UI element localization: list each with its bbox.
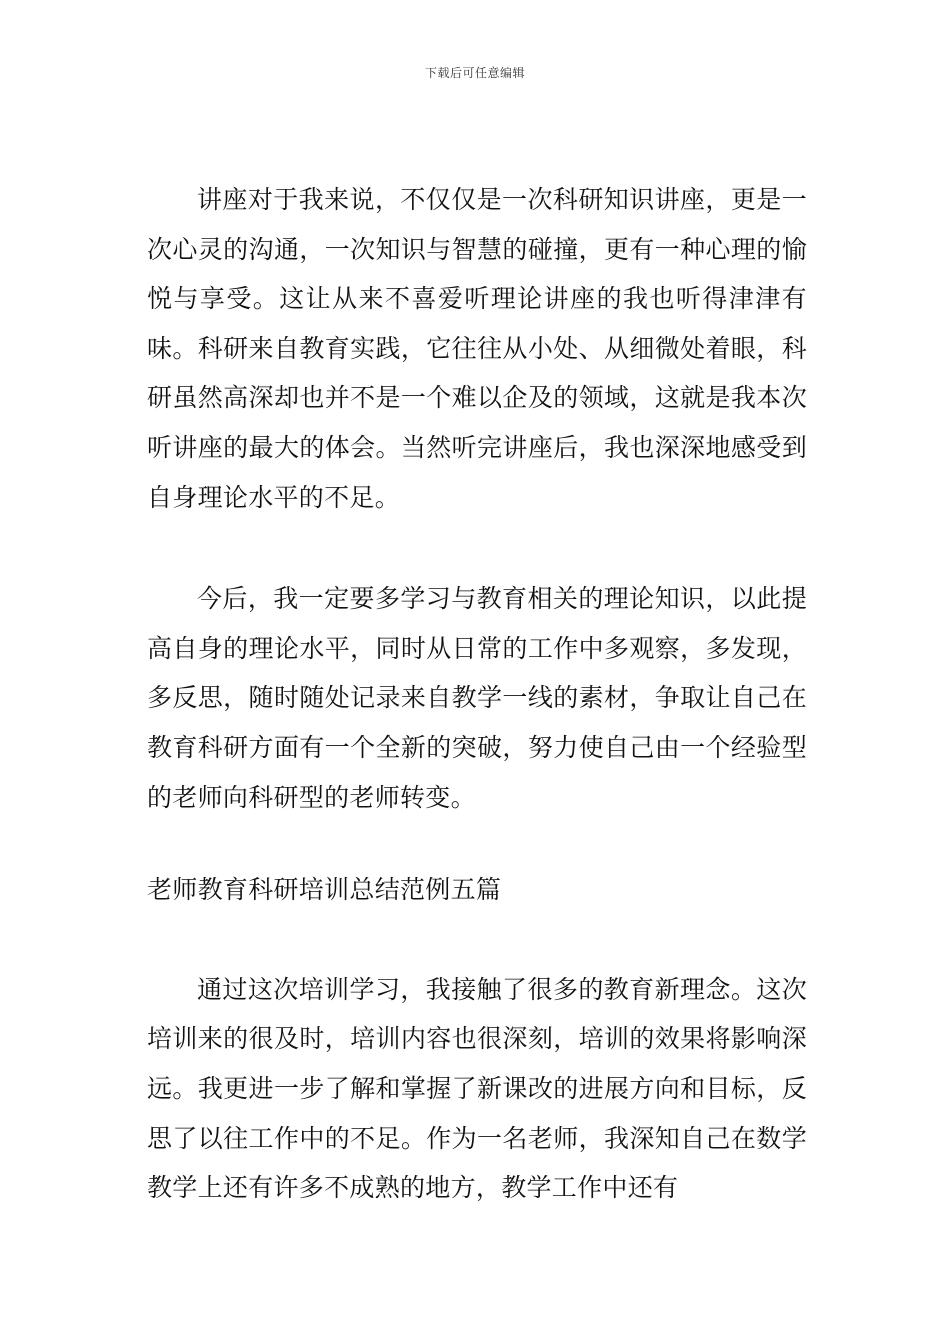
section-title: 老师教育科研培训总结范例五篇 xyxy=(147,875,502,905)
paragraph-future-plan: 今后，我一定要多学习与教育相关的理论知识，以此提高自身的理论水平，同时从日常的工作中多观察，多发现，多反思，随时随处记录来自教学一线的素材，争取让自己在教育科研方面有一个全新的突破，努力使自己由一个经验型的老师向科研型的老师转变。 xyxy=(147,584,807,812)
document-body xyxy=(147,175,807,1213)
paragraph-lecture-reflection: 讲座对于我来说，不仅仅是一次科研知识讲座，更是一次心灵的沟通，一次知识与智慧的碰撞，更有一种心理的愉悦与享受。这让从来不喜爱听理论讲座的我也听得津津有味。科研来自教育实践，它往往从小处、从细微处着眼，科研虽然高深却也并不是一个难以企及的领域，这就是我本次听讲座的最大的体会。当然听完讲座后，我也深深地感受到自身理论水平的不足。 xyxy=(147,185,807,512)
page-header-note: 下载后可任意编辑 xyxy=(424,66,525,80)
paragraph-training-summary: 通过这次培训学习，我接触了很多的教育新理念。这次培训来的很及时，培训内容也很深刻，培训的效果将影响深远。我更进一步了解和掌握了新课改的进展方向和目标，反思了以往工作中的不足。作为一名老师，我深知自己在数学教学上还有许多不成熟的地方，教学工作中还有 xyxy=(147,974,807,1203)
